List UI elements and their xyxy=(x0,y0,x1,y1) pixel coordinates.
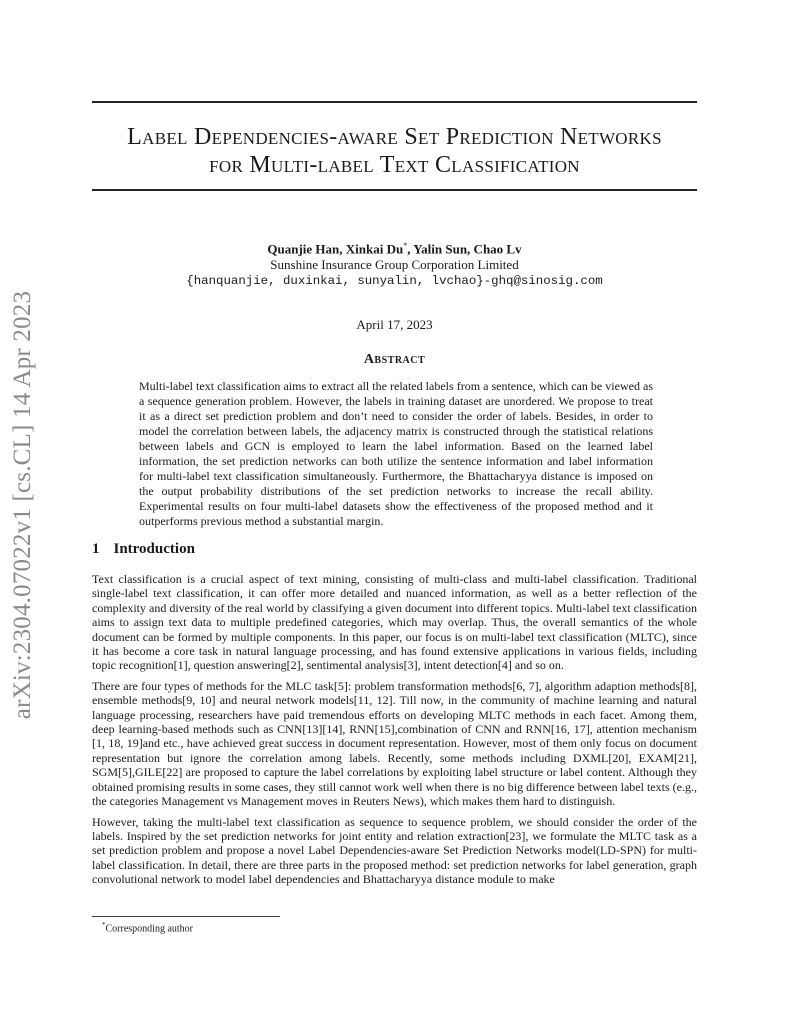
paragraph: Text classification is a crucial aspect of text mining, consisting of multi-class and multi-label classification. Traditional single-label text classification, it can offer more detailed and nuanced information, as well as a better reflection of the complexity and diversity of the real world by classifying a given document into different topics. Multi-label text classification aims to assign text data to multiple predefined categories, which may overlap. Thus, the overall semantics of the whole document can be formed by multiple components. In this paper, our focus is on multi-label text classification (MLTC), since it has become a core task in natural language processing, and has found extensive applications in various fields, including topic recognition[1], question answering[2], sentimental analysis[3], intent detection[4] and so on. xyxy=(92,572,697,673)
introduction-body xyxy=(92,572,697,893)
title-line-1: Label Dependencies-aware Set Prediction Networks xyxy=(127,124,662,150)
author-email[interactable]: {hanquanjie, duxinkai, sunyalin, lvchao}-ghq@sinosig.com xyxy=(186,274,603,289)
footnote xyxy=(102,921,193,934)
author-names-part-2: , Yalin Sun, Chao Lv xyxy=(407,241,522,257)
footnote-text: Corresponding author xyxy=(105,923,193,935)
affiliation: Sunshine Insurance Group Corporation Limited xyxy=(270,257,519,273)
arxiv-id: arXiv:2304.07022v1 [cs.CL] 14 Apr 2023 xyxy=(9,290,37,720)
section-number: 1 xyxy=(92,541,100,557)
author-block xyxy=(92,238,697,289)
footnote-rule xyxy=(92,916,280,917)
arxiv-watermark xyxy=(4,270,42,740)
section-title: Introduction xyxy=(113,541,195,557)
section-heading xyxy=(92,541,195,558)
corresponding-mark: * xyxy=(403,241,408,250)
title-rule-bottom xyxy=(92,189,697,191)
abstract-heading: Abstract xyxy=(363,352,426,367)
paper-date: April 17, 2023 xyxy=(356,317,433,332)
footnote-mark: * xyxy=(102,921,106,929)
paragraph: There are four types of methods for the MLC task[5]: problem transformation methods[6, 7], algorithm adaption methods[8], ensemble methods[9, 10] and neural network models[11, 12]. Till now, in the community of machine learning and natural language processing, researchers have paid tremendous efforts on developing MLTC methods in each facet. Among them, deep learning-based methods such as CNN[13][14], RNN[15],combination of CNN and RNN[16, 17], attention mechanism [1, 18, 19]and etc., have achieved great success in document representation. However, most of them only focus on document representation but ignore the correlation among labels. Recently, some methods including DXML[20], EXAM[21], SGM[5],GILE[22] are proposed to capture the label correlations by exploiting label structure or label content. Although they obtained promising results in some cases, they still cannot work well when there is no big difference between label texts (e.g., the categories Management vs Management moves in Reuters News), which makes them hard to distinguish. xyxy=(92,678,697,809)
author-names xyxy=(92,238,697,257)
title-line-2: for Multi-label Text Classification xyxy=(209,152,580,178)
abstract-text: Multi-label text classification aims to extract all the related labels from a sentence, which can be viewed as a sequence generation problem. However, the labels in training dataset are unordered. We propose to treat it as a direct set prediction problem and don’t need to consider the order of labels. Besides, in order to model the correlation between labels, the adjacency matrix is constructed through the statistical relations between labels and GCN is employed to learn the label information. Based on the learned label information, the set prediction networks can both utilize the sentence information and label information for multi-label text classification simultaneously. Furthermore, the Bhattacharyya distance is imposed on the output probability distributions of the set prediction networks to increase the recall ability. Experimental results on four multi-label datasets show the effectiveness of the proposed method and it outperforms previous method a substantial margin. xyxy=(139,379,653,528)
author-names-part-1: Quanjie Han, Xinkai Du xyxy=(267,241,404,257)
paragraph: However, taking the multi-label text classification as sequence to sequence problem, we should consider the order of the labels. Inspired by the set prediction networks for joint entity and relation extraction[23], we formulate the MLTC task as a set prediction problem and propose a novel Label Dependencies-aware Set Prediction Networks model(LD-SPN) for multi-label classification. In detail, there are three parts in the proposed method: set prediction networks for label generation, graph convolutional network to model label dependencies and Bhattacharyya distance module to make xyxy=(92,814,697,887)
paper-title xyxy=(92,123,697,179)
title-rule-top xyxy=(92,101,697,103)
